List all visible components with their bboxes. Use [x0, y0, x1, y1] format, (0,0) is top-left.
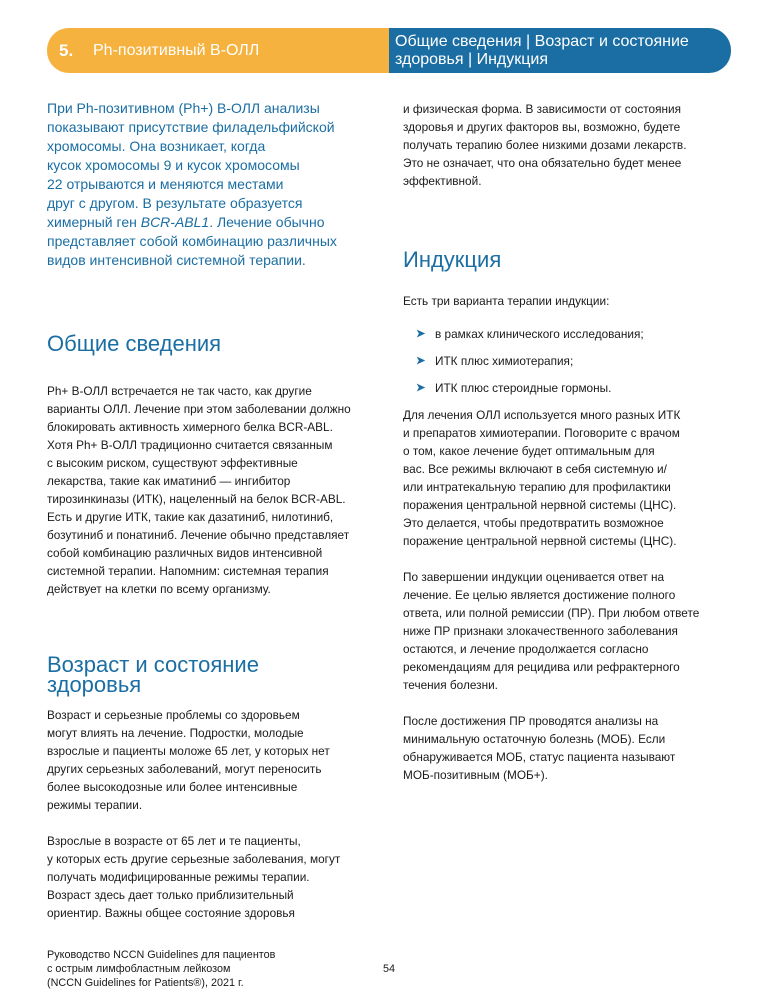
- footer-line-1: Руководство NCCN Guidelines для пациентов: [47, 949, 276, 961]
- list-item: [403, 325, 733, 343]
- age-paragraph-2-continued: и физическая форма. В зависимости от состояния здоровья и других факторов вы, возможно, будете получать терапию более низкими дозами лекарств. Это не означает, что она обязательно будет менее эффективной.: [403, 102, 687, 188]
- footer-citation: [47, 948, 275, 990]
- page-number: 54: [383, 963, 396, 975]
- chevron-right-icon: ➤: [416, 355, 426, 367]
- list-item-text: ИТК плюс стероидные гормоны.: [435, 381, 612, 395]
- chapter-number: 5.: [59, 40, 74, 60]
- induction-heading: Индукция: [403, 247, 502, 272]
- list-item: [403, 379, 733, 397]
- left-column: [47, 99, 377, 922]
- lead-text-1: При Ph-позитивном (Ph+) В-ОЛЛ анализы показывают присутствие филадельфийской хромосомы. Она возникает, когда кусок хромосомы 9 и кусок хромосомы 22 отрываются и меняются местами друг с другом. В результате образуется химерный ген: [47, 100, 335, 230]
- induction-intro: Есть три варианта терапии индукции:: [403, 294, 610, 308]
- right-column: [403, 100, 733, 784]
- lead-text-2: . Лечение обычно представляет собой комбинацию различных видов интенсивной системной терапии.: [47, 214, 337, 268]
- age-paragraph-2: Взрослые в возрасте от 65 лет и те пациенты, у которых есть другие серьезные заболевания, могут получать модифицированные режимы терапии. Возраст здесь дает только приблизительный ориентир. Важны общее состояние здоровья: [47, 834, 341, 920]
- chevron-right-icon: ➤: [416, 328, 426, 340]
- general-heading: Общие сведения: [47, 331, 222, 356]
- lead-paragraph: [47, 99, 377, 270]
- induction-paragraph-2: По завершении индукции оценивается ответ на лечение. Ее целью является достижение полного ответа, или полной ремиссии (ПР). При любом ответе ниже ПР признаки злокачественного заболевания остаются, и лечение продолжается согласно рекомендациям для рецидива или рефрактерного течения болезни.: [403, 570, 700, 692]
- induction-paragraph-1: Для лечения ОЛЛ используется много разных ИТК и препаратов химиотерапии. Поговорите с врачом о том, какое лечение будет оптимальным для вас. Все режимы включают в себя системную и/ или интратекальную терапию для профилактики поражения центральной нервной системы (ЦНС). Это делается, чтобы предотвратить возможное поражение центральной нервной системы (ЦНС).: [403, 408, 681, 548]
- footer-line-2: с острым лимфобластным лейкозом: [47, 963, 231, 975]
- section-nav: [389, 28, 731, 73]
- section-nav-line1: Общие сведения | Возраст и состояние: [395, 33, 689, 50]
- list-item-text: в рамках клинического исследования;: [435, 327, 644, 341]
- induction-paragraph-3: После достижения ПР проводятся анализы на минимальную остаточную болезнь (МОБ). Если обнаруживается МОБ, статус пациента называют МОБ-позитивным (МОБ+).: [403, 714, 676, 782]
- chapter-banner: [47, 28, 731, 73]
- chevron-right-icon: ➤: [416, 382, 426, 394]
- footer-line-3: (NCCN Guidelines for Patients®), 2021 г.: [47, 977, 244, 989]
- chapter-title: Ph-позитивный В-ОЛЛ: [93, 41, 260, 59]
- age-heading-line2: здоровья: [47, 672, 142, 697]
- age-heading-line1: Возраст и состояние: [47, 652, 259, 677]
- list-item: [403, 352, 733, 370]
- lead-gene-name: BCR-ABL1: [140, 214, 210, 230]
- age-heading: [47, 652, 377, 697]
- list-item-text: ИТК плюс химиотерапия;: [435, 354, 574, 368]
- chapter-tab: [47, 28, 389, 73]
- induction-options-list: [403, 325, 733, 397]
- section-nav-line2: здоровья | Индукция: [395, 51, 548, 68]
- age-paragraph-1: Возраст и серьезные проблемы со здоровьем могут влиять на лечение. Подростки, молодые взрослые и пациенты моложе 65 лет, у которых нет других серьезных заболеваний, могут переносить более высокодозные или более интенсивные режимы терапии.: [47, 708, 330, 812]
- general-text: Ph+ В-ОЛЛ встречается не так часто, как другие варианты ОЛЛ. Лечение при этом заболевании должно блокировать активность химерного белка BCR-ABL. Хотя Ph+ В-ОЛЛ традиционно считается связанным с высоким риском, существуют эффективные лекарства, такие как иматиниб — ингибитор тирозинкиназы (ИТК), нацеленный на белок BCR-ABL. Есть и другие ИТК, такие как дазатиниб, нилотиниб, бозутиниб и понатиниб. Лечение обычно представляет собой комбинацию различных видов интенсивной системной терапии. Напомним: системная терапия действует на клетки по всему организму.: [47, 384, 351, 596]
